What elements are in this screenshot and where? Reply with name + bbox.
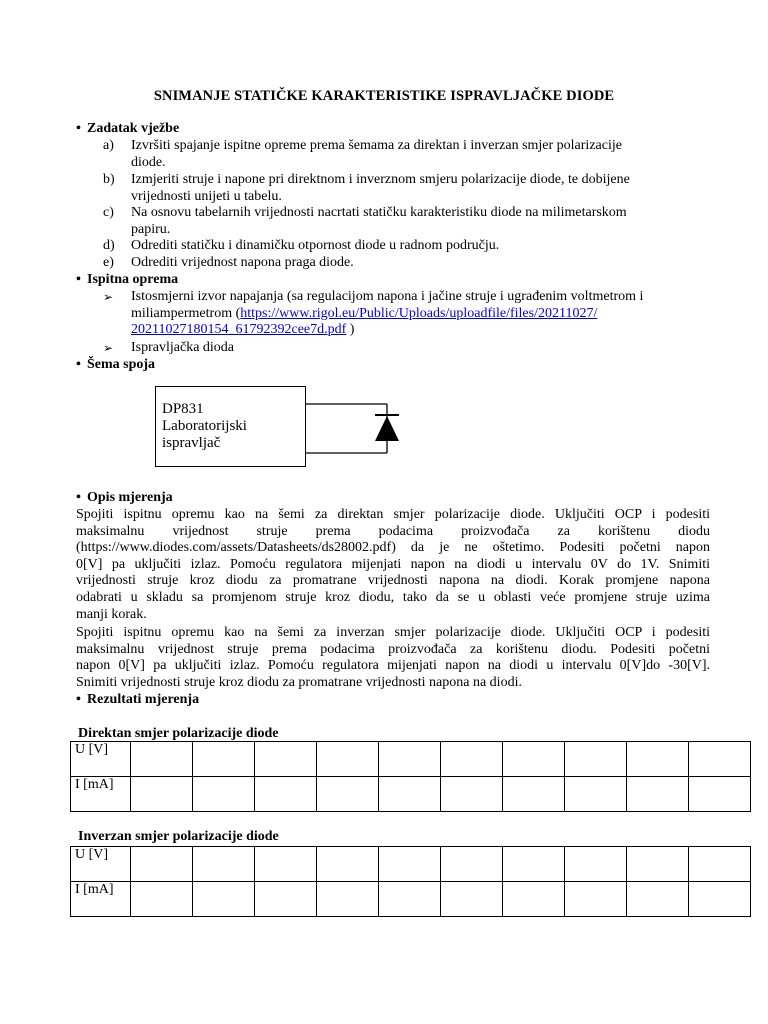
task-item-line: Izvršiti spajanje ispitne opreme prema šemama za direktan i inverzan smjer polarizacije [131, 138, 622, 153]
measurement-cell[interactable] [193, 882, 255, 917]
measurement-cell[interactable] [131, 777, 193, 812]
measurement-cell[interactable] [503, 742, 565, 777]
task-item-line: papiru. [131, 221, 171, 237]
description-paragraph-2 [76, 625, 710, 691]
measurement-cell[interactable] [193, 847, 255, 882]
rigol-manual-link[interactable]: https://www.rigol.eu/Public/Uploads/uploadfile/files/20211027/ [240, 305, 598, 321]
measurement-cell[interactable] [503, 777, 565, 812]
bullet-icon: • [76, 490, 81, 505]
measurement-cell[interactable] [131, 882, 193, 917]
task-item-text [131, 138, 715, 171]
diode-symbol-icon [375, 415, 399, 441]
measurement-table-inverse [70, 846, 751, 917]
measurement-cell[interactable] [441, 847, 503, 882]
bullet-icon: • [76, 357, 81, 372]
section-heading-label: Ispitna oprema [87, 272, 179, 287]
task-item-text [131, 172, 715, 205]
measurement-cell[interactable] [193, 742, 255, 777]
bullet-icon: • [76, 121, 81, 136]
row-label: I [mA] [71, 777, 131, 812]
table-row [71, 777, 751, 812]
measurement-cell[interactable] [131, 742, 193, 777]
task-item-line: Odrediti statičku i dinamičku otpornost diode u radnom području. [131, 238, 500, 253]
paragraph-line: Spojiti ispitnu opremu kao na šemi za inverzan smjer polarizacije diode. Uključiti OCP i podesiti [76, 625, 710, 640]
section-heading-label: Rezultati mjerenja [87, 692, 200, 707]
task-item-line: Izmjeriti struje i napone pri direktnom i inverznom smjeru polarizacije diode, te dobijene [131, 172, 630, 187]
measurement-table-direct [70, 741, 751, 812]
paragraph-line: 0[V] pa uključiti izlaz. Pomoću regulatora mijenjati napon na diodi u intervalu 0V do 1V. Snimiti [76, 556, 710, 572]
measurement-cell[interactable] [565, 847, 627, 882]
section-heading-opis [76, 490, 173, 507]
measurement-cell[interactable] [441, 777, 503, 812]
measurement-cell[interactable] [689, 742, 751, 777]
paragraph-line: odabrati u skladu sa promjenom struje kroz diodu, tako da se u oblasti veće promjene struje uzima [76, 589, 710, 605]
row-label: I [mA] [71, 882, 131, 917]
row-label: U [V] [71, 847, 131, 882]
section-heading-rezultati [76, 692, 199, 709]
bullet-icon: • [76, 692, 81, 707]
bullet-icon: • [76, 272, 81, 287]
measurement-cell[interactable] [627, 742, 689, 777]
measurement-cell[interactable] [565, 777, 627, 812]
measurement-cell[interactable] [255, 742, 317, 777]
measurement-cell[interactable] [379, 882, 441, 917]
page-title: SNIMANJE STATIČKE KARAKTERISTIKE ISPRAVLJAČKE DIODE [153, 88, 615, 104]
section-heading-zadatak [76, 121, 179, 138]
measurement-cell[interactable] [131, 847, 193, 882]
measurement-cell[interactable] [255, 777, 317, 812]
measurement-cell[interactable] [503, 882, 565, 917]
measurement-cell[interactable] [503, 847, 565, 882]
task-item-marker: d) [103, 238, 115, 253]
arrow-bullet-icon: ➢ [103, 341, 114, 355]
equipment-text: miliampermetrom ( [131, 305, 241, 321]
equipment-text: ) [346, 322, 355, 338]
section-heading-oprema [76, 272, 178, 289]
power-supply-label: DP831 [162, 401, 204, 417]
arrow-bullet-icon: ➢ [103, 290, 114, 304]
measurement-cell[interactable] [689, 777, 751, 812]
paragraph-line: (https://www.diodes.com/assets/Datasheets/ds28002.pdf) da je ne oštetimo. Podesiti početni napon [76, 540, 710, 556]
equipment-line [131, 322, 721, 339]
task-item-text [131, 255, 715, 272]
task-item-line: diode. [131, 154, 166, 170]
measurement-cell[interactable] [689, 882, 751, 917]
measurement-cell[interactable] [317, 847, 379, 882]
measurement-cell[interactable] [565, 742, 627, 777]
row-label: U [V] [71, 742, 131, 777]
equipment-text: Ispravljačka dioda [131, 340, 235, 355]
task-item-marker: b) [103, 172, 115, 187]
power-supply-label: Laboratorijski [162, 418, 247, 434]
measurement-cell[interactable] [255, 847, 317, 882]
measurement-cell[interactable] [317, 777, 379, 812]
rigol-manual-link-continued[interactable]: 20211027180154_61792392cee7d.pdf [131, 322, 347, 338]
measurement-cell[interactable] [379, 847, 441, 882]
task-item-line: vrijednosti unijeti u tabelu. [131, 188, 282, 204]
power-supply-label: ispravljač [162, 435, 221, 451]
section-heading-sema [76, 357, 155, 374]
table-title-direct: Direktan smjer polarizacije diode [78, 726, 279, 741]
measurement-cell[interactable] [441, 882, 503, 917]
paragraph-line: vrijednosti struje kroz diodu za promatrane vrijednosti napona na diodi. Korak promjene napona [76, 573, 710, 589]
paragraph-line: maksimalnu vrijednost struje prema podacima proizvođača za korištenu diodu [76, 523, 710, 539]
table-title-inverse: Inverzan smjer polarizacije diode [78, 829, 279, 844]
equipment-line [131, 306, 721, 323]
measurement-cell[interactable] [627, 882, 689, 917]
measurement-cell[interactable] [689, 847, 751, 882]
measurement-cell[interactable] [317, 742, 379, 777]
measurement-cell[interactable] [317, 882, 379, 917]
task-item-text [131, 238, 715, 255]
task-item-line: Na osnovu tabelarnih vrijednosti nacrtati statičku karakteristiku diode na milimetarskom [131, 205, 627, 220]
measurement-cell[interactable] [255, 882, 317, 917]
section-heading-label: Opis mjerenja [87, 490, 173, 505]
description-paragraph-1 [76, 507, 710, 623]
measurement-cell[interactable] [379, 742, 441, 777]
paragraph-line: manji korak. [76, 606, 147, 622]
table-row [71, 882, 751, 917]
table-row [71, 742, 751, 777]
paragraph-line: Snimiti vrijednosti struje kroz diodu za promatrane vrijednosti napona na diodi. [76, 674, 522, 690]
circuit-wiring [155, 386, 415, 476]
section-heading-label: Zadatak vježbe [87, 121, 180, 136]
measurement-cell[interactable] [379, 777, 441, 812]
task-item-marker: a) [103, 138, 114, 153]
measurement-cell[interactable] [627, 847, 689, 882]
task-item-marker: c) [103, 205, 114, 220]
paragraph-line: maksimalnu vrijednost struje prema podacima proizvođača za korištenu diodu. Podesiti početni [76, 641, 710, 657]
task-item-marker: e) [103, 255, 114, 270]
measurement-cell[interactable] [627, 777, 689, 812]
measurement-cell[interactable] [441, 742, 503, 777]
paragraph-line: napon 0[V] pa uključiti izlaz. Pomoću regulatora mijenjati napon na diodi u intervalu 0[V]do -30[V]. [76, 658, 710, 674]
measurement-cell[interactable] [193, 777, 255, 812]
equipment-line: Istosmjerni izvor napajanja (sa regulacijom napona i jačine struje i ugrađenim voltmetrom i [131, 289, 644, 304]
section-heading-label: Šema spoja [87, 357, 156, 372]
paragraph-line: Spojiti ispitnu opremu kao na šemi za direktan smjer polarizacije diode. Uključiti OCP i podesiti [76, 507, 710, 522]
task-item-text [131, 205, 715, 238]
measurement-cell[interactable] [565, 882, 627, 917]
table-row [71, 847, 751, 882]
task-item-line: Odrediti vrijednost napona praga diode. [131, 255, 354, 270]
